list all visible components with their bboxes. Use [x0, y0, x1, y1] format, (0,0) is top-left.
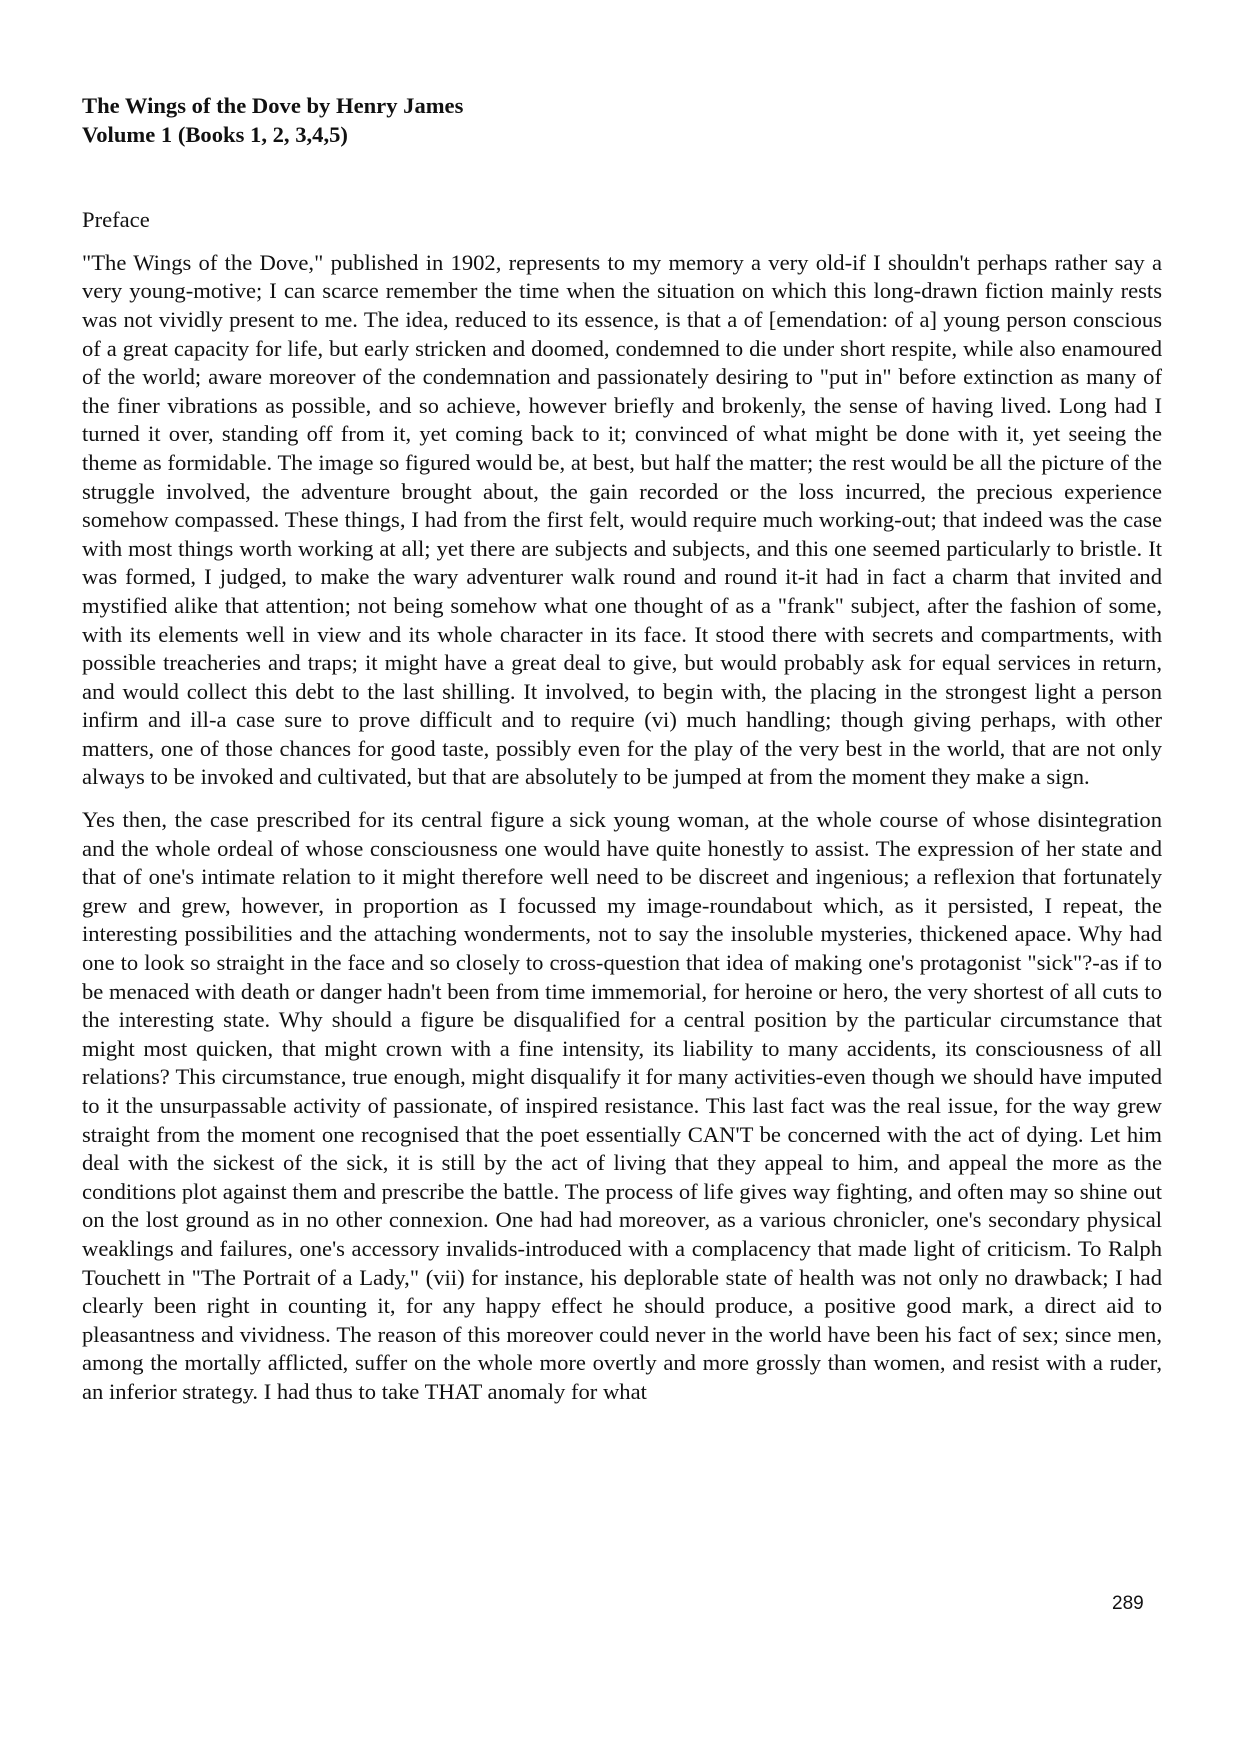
paragraph-1: "The Wings of the Dove," published in 1902, represents to my memory a very old-if I shouldn't perhaps rather say a very young-motive; I can scarce remember the time when the situation on which this long-drawn fiction mainly rests was not vividly present to me. The idea, reduced to its essence, is that a of [emendation: of a] young person conscious of a great capacity for life, but early stricken and doomed, condemned to die under short respite, while also enamoured of the world; aware moreover of the condemnation and passionately desiring to "put in" before extinction as many of the finer vibrations as possible, and so achieve, however briefly and brokenly, the sense of having lived. Long had I turned it over, standing off from it, yet coming back to it; convinced of what might be done with it, yet seeing the theme as formidable. The image so figured would be, at best, but half the matter; the rest would be all the picture of the struggle involved, the adventure brought about, the gain recorded or the loss incurred, the precious experience somehow compassed. These things, I had from the first felt, would require much working-out; that indeed was the case with most things worth working at all; yet there are subjects and subjects, and this one seemed particularly to bristle. It was formed, I judged, to make the wary adventurer walk round and round it-it had in fact a charm that invited and mystified alike that attention; not being somehow what one thought of as a "frank" subject, after the fashion of some, with its elements well in view and its whole character in its face. It stood there with secrets and compartments, with possible treacheries and traps; it might have a great deal to give, but would probably ask for equal services in return, and would collect this debt to the last shilling. It involved, to begin with, the placing in the strongest light a person infirm and ill-a case sure to prove difficult and to require (vi) much handling; though giving perhaps, with other matters, one of those chances for good taste, possibly even for the play of the very best in the world, that are not only always to be invoked and cultivated, but that are absolutely to be jumped at from the moment they make a sign.	[82, 249, 1162, 790]
section-heading: Preface	[82, 207, 150, 233]
document-title	[82, 92, 1162, 149]
title-line-2: Volume 1 (Books 1, 2, 3,4,5)	[82, 121, 348, 147]
paragraph-2: Yes then, the case prescribed for its central figure a sick young woman, at the whole course of whose disintegration and the whole ordeal of whose consciousness one would have quite honestly to assist. The expression of her state and that of one's intimate relation to it might therefore well need to be discreet and ingenious; a reflexion that fortunately grew and grew, however, in proportion as I focussed my image-roundabout which, as it persisted, I repeat, the interesting possibilities and the attaching wonderments, not to say the insoluble mysteries, thickened apace. Why had one to look so straight in the face and so closely to cross-question that idea of making one's protagonist "sick"?-as if to be menaced with death or danger hadn't been from time immemorial, for heroine or hero, the very shortest of all cuts to the interesting state. Why should a figure be disqualified for a central position by the particular circumstance that might most quicken, that might crown with a fine intensity, its liability to many accidents, its consciousness of all relations? This circumstance, true enough, might disqualify it for many activities-even though we should have imputed to it the unsurpassable activity of passionate, of inspired resistance. This last fact was the real issue, for the way grew straight from the moment one recognised that the poet essentially CAN'T be concerned with the act of dying. Let him deal with the sickest of the sick, it is still by the act of living that they appeal to him, and appeal the more as the conditions plot against them and prescribe the battle. The process of life gives way fighting, and often may so shine out on the lost ground as in no other connexion. One had had moreover, as a various chronicler, one's secondary physical weaklings and failures, one's accessory invalids-introduced with a complacency that made light of criticism. To Ralph Touchett in "The Portrait of a Lady," (vii) for instance, his deplorable state of health was not only no drawback; I had clearly been right in counting it, for any happy effect he should produce, a positive good mark, a direct aid to pleasantness and vividness. The reason of this moreover could never in the world have been his fact of sex; since men, among the mortally afflicted, suffer on the whole more overtly and more grossly than women, and resist with a ruder, an inferior strategy. I had thus to take THAT anomaly for what	[82, 807, 1162, 1404]
title-line-1: The Wings of the Dove by Henry James	[82, 93, 464, 118]
page-number: 289	[1112, 1593, 1144, 1614]
document-page	[82, 92, 1162, 1421]
